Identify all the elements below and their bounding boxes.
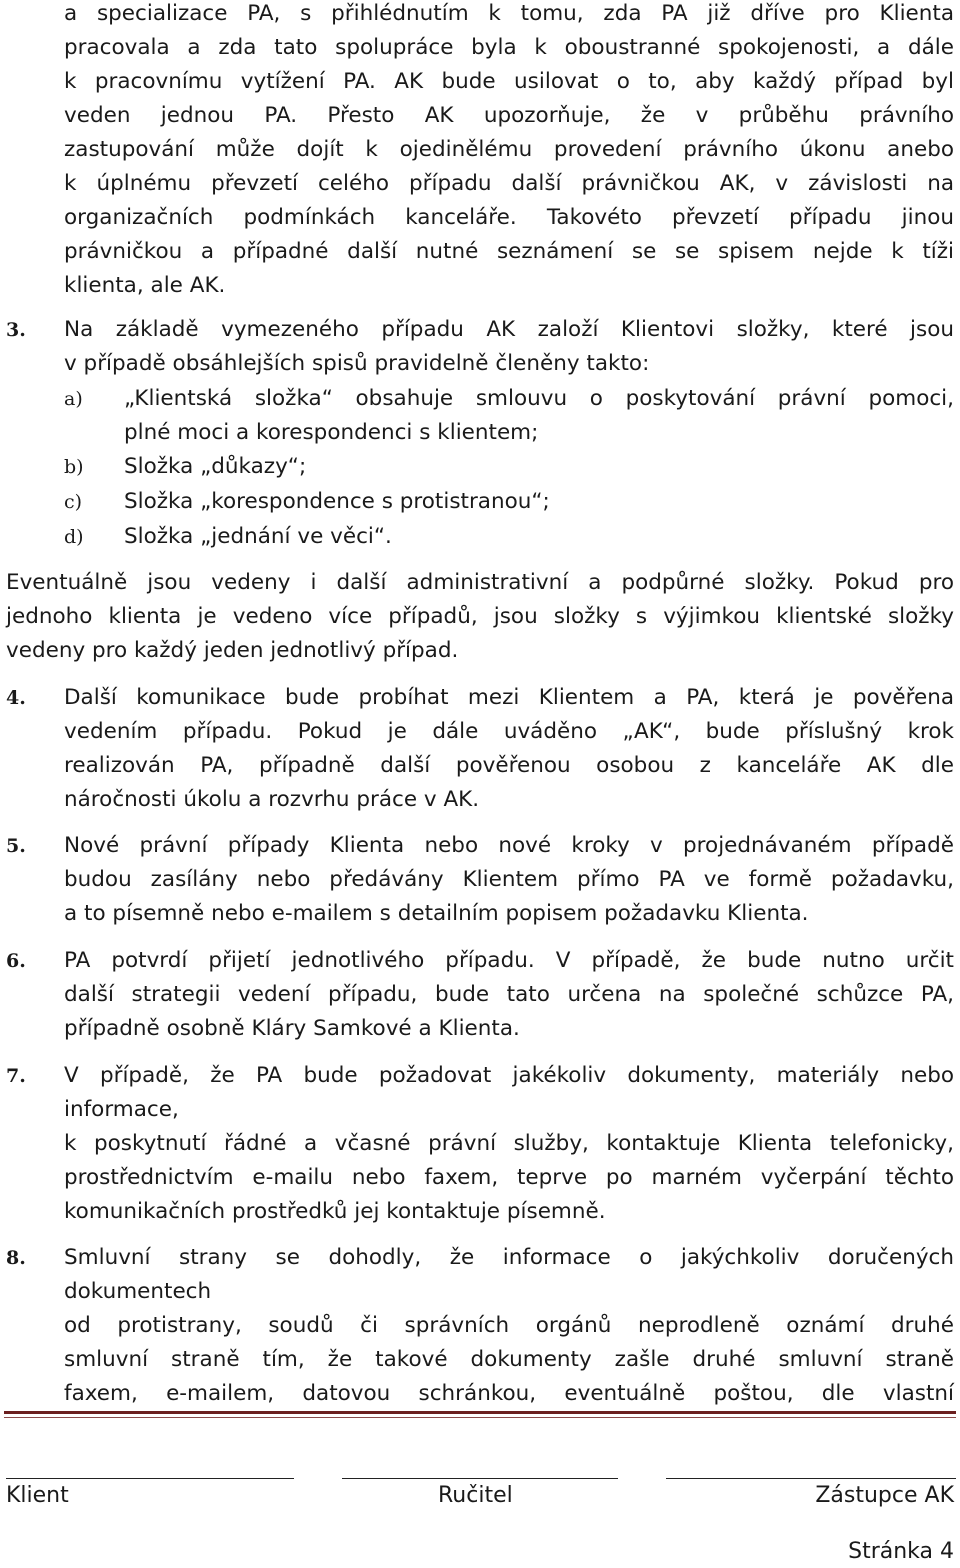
item-line: faxem, e-mailem, datovou schránkou, eventuálně poštou, dle vlastní [64, 1381, 954, 1406]
intro-paragraph [64, 0, 954, 303]
subitem-a [124, 382, 954, 450]
intro-line: k pracovnímu vytížení PA. AK bude usilovat o to, aby každý případ byl [64, 69, 954, 94]
item-line: a to písemně nebo e-mailem s detailním popisem požadavku Klienta. [64, 901, 809, 926]
item-3-paragraph [64, 313, 954, 381]
item-number: 3. [6, 319, 26, 341]
item-line: smluvní straně tím, že takové dokumenty zašle druhé smluvní straně [64, 1347, 954, 1372]
eventual-paragraph [6, 566, 954, 668]
item-line: dokumentech [64, 1279, 212, 1304]
item-number: 8. [6, 1247, 26, 1269]
subitem-label: b) [64, 456, 84, 478]
page-number: Stránka 4 [848, 1539, 954, 1564]
footer-divider [4, 1411, 956, 1414]
item-line: další strategii vedení případu, bude tato určena na společné schůzce PA, [64, 982, 954, 1007]
subitem-line: Složka „důkazy“; [124, 454, 307, 479]
subitem-label: a) [64, 388, 83, 410]
subitem-d [124, 520, 954, 554]
intro-line: klienta, ale AK. [64, 273, 226, 298]
signature-label-klient: Klient [6, 1483, 69, 1508]
intro-line: zastupování může dojít k ojedinělému provedení právního úkonu anebo [64, 137, 954, 162]
item-line: PA potvrdí přijetí jednotlivého případu. V případě, že bude nutno určit [64, 948, 954, 973]
intro-line: organizačních podmínkách kanceláře. Takovéto převzetí případu jinou [64, 205, 954, 230]
subitem-label: d) [64, 526, 84, 548]
intro-line: pracovala a zda tato spolupráce byla k oboustranné spokojenosti, a dále [64, 35, 954, 60]
item-line: komunikačních prostředků jej kontaktuje písemně. [64, 1199, 606, 1224]
item-number: 7. [6, 1065, 26, 1087]
subitem-line: plné moci a korespondenci s klientem; [124, 420, 539, 445]
eventual-line: Eventuálně jsou vedeny i další administrativní a podpůrné složky. Pokud pro [6, 570, 954, 595]
item-line: náročnosti úkolu a rozvrhu práce v AK. [64, 787, 480, 812]
intro-line: k úplnému převzetí celého případu další právničkou AK, v závislosti na [64, 171, 954, 196]
subitem-line: „Klientská složka“ obsahuje smlouvu o poskytování právní pomoci, [124, 386, 954, 411]
item-line: v případě obsáhlejších spisů pravidelně členěny takto: [64, 351, 650, 376]
item-line: budou zasílány nebo předávány Klientem přímo PA ve formě požadavku, [64, 867, 954, 892]
item-8-paragraph [64, 1241, 954, 1411]
item-line: informace, [64, 1097, 179, 1122]
footer-divider-thin [4, 1417, 956, 1418]
signature-line-zastupce [666, 1478, 956, 1479]
intro-line: veden jednou PA. Přesto AK upozorňuje, že v průběhu právního [64, 103, 954, 128]
item-6-paragraph [64, 944, 954, 1046]
subitem-line: Složka „korespondence s protistranou“; [124, 489, 550, 514]
eventual-line: jednoho klienta je vedeno více případů, jsou složky s výjimkou klientské složky [6, 604, 954, 629]
subitem-label: c) [64, 491, 83, 513]
intro-line: právničkou a případné další nutné seznámení se se spisem nejde k tíži [64, 239, 954, 264]
item-5-paragraph [64, 829, 954, 931]
signature-line-rucitel [342, 1478, 618, 1479]
item-line: Další komunikace bude probíhat mezi Klientem a PA, která je pověřena [64, 685, 954, 710]
signature-label-rucitel: Ručitel [438, 1483, 513, 1508]
item-number: 4. [6, 687, 26, 709]
item-number: 6. [6, 950, 26, 972]
item-line: Smluvní strany se dohodly, že informace o jakýchkoliv doručených [64, 1245, 954, 1270]
subitem-line: Složka „jednání ve věci“. [124, 524, 392, 549]
intro-line: a specializace PA, s přihlédnutím k tomu, zda PA již dříve pro Klienta [64, 1, 954, 26]
item-line: případně osobně Kláry Samkové a Klienta. [64, 1016, 520, 1041]
item-line: od protistrany, soudů či správních orgánů neprodleně oznámí druhé [64, 1313, 954, 1338]
signature-line-klient [6, 1478, 294, 1479]
item-line: k poskytnutí řádné a včasné právní služby, kontaktuje Klienta telefonicky, [64, 1131, 954, 1156]
eventual-line: vedeny pro každý jeden jednotlivý případ. [6, 638, 459, 663]
item-line: V případě, že PA bude požadovat jakékoliv dokumenty, materiály nebo [64, 1063, 954, 1088]
item-line: Nové právní případy Klienta nebo nové kroky v projednávaném případě [64, 833, 954, 858]
item-4-paragraph [64, 681, 954, 817]
subitem-c [124, 485, 954, 519]
item-line: realizován PA, případně další pověřenou osobou z kanceláře AK dle [64, 753, 954, 778]
signature-label-zastupce: Zástupce AK [815, 1483, 954, 1508]
item-7-paragraph [64, 1059, 954, 1229]
item-number: 5. [6, 835, 26, 857]
item-line: vedením případu. Pokud je dále uváděno „AK“, bude příslušný krok [64, 719, 954, 744]
item-line: Na základě vymezeného případu AK založí Klientovi složky, které jsou [64, 317, 954, 342]
item-line: prostřednictvím e-mailu nebo faxem, teprve po marném vyčerpání těchto [64, 1165, 954, 1190]
subitem-b [124, 450, 954, 484]
